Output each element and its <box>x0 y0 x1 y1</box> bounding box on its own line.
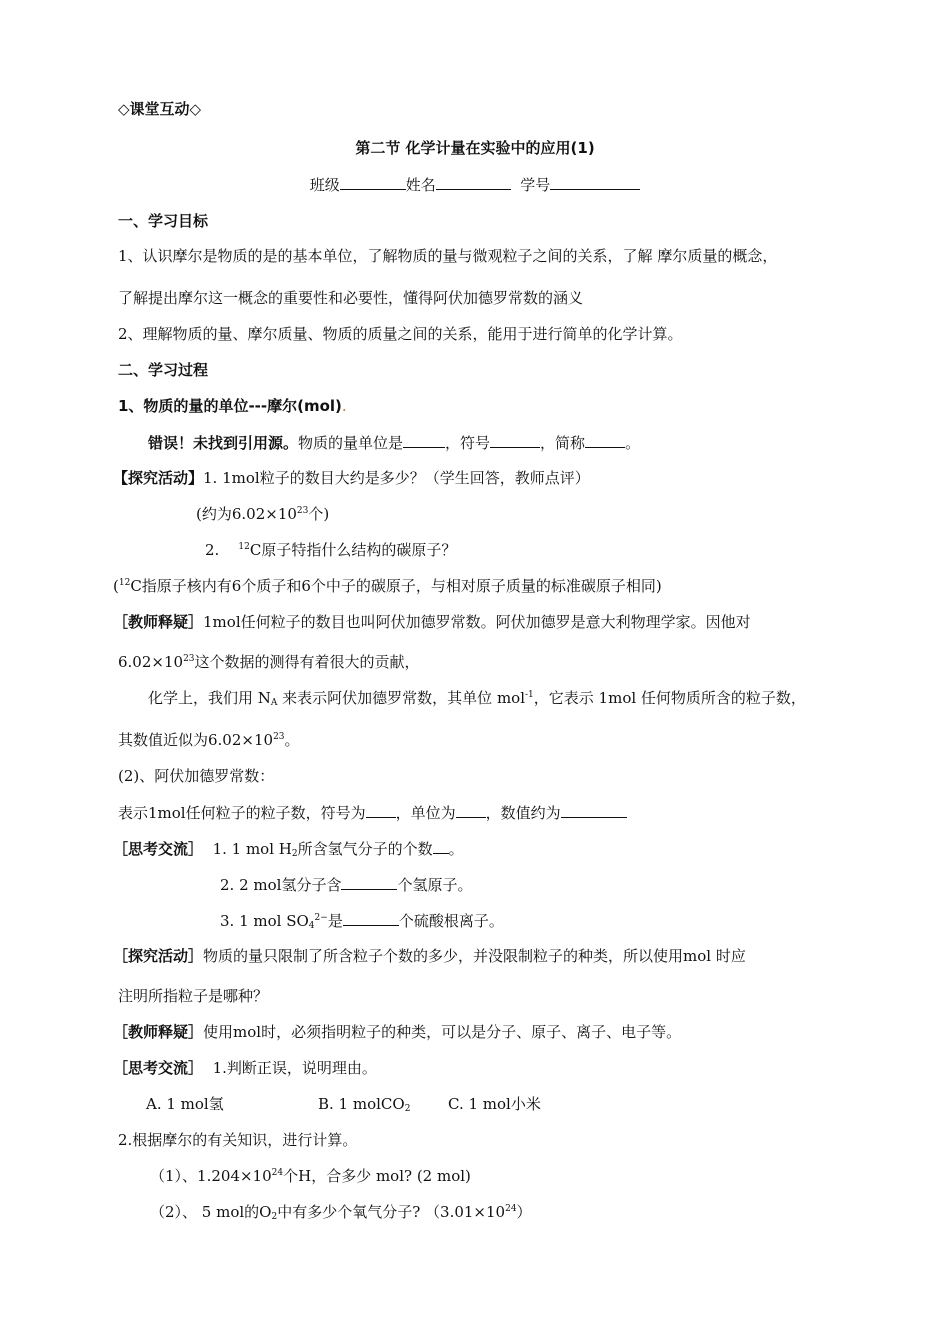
symbol-blank[interactable] <box>490 432 540 448</box>
na-line-2 <box>118 730 300 750</box>
text: 个硫酸根离子。 <box>398 912 504 930</box>
think-1-q1 <box>113 838 464 859</box>
text: C原子特指什么结构的碳原子？ <box>249 541 457 559</box>
subsection-1-title: 1、物质的量的单位---摩尔(mol) <box>118 397 342 415</box>
explore-1-a1 <box>196 504 329 524</box>
text: 1.判断正误，说明理由。 <box>212 1059 377 1077</box>
unit-blank[interactable] <box>403 432 445 448</box>
answer-blank[interactable] <box>433 838 449 854</box>
text: 个氢原子。 <box>397 876 473 894</box>
definition-line <box>118 802 627 823</box>
text: 是 <box>327 912 343 930</box>
subsection-1-dot: . <box>341 397 347 415</box>
id-blank[interactable] <box>550 174 640 190</box>
text: 2. <box>205 541 220 559</box>
name-blank[interactable] <box>436 174 511 190</box>
text: 使用mol时，必须指明粒子的种类，可以是分子、原子、离子、电子等。 <box>203 1023 682 1041</box>
subsection-2: (2)、阿伏加德罗常数： <box>118 767 275 785</box>
text: ，它表示 1mol 任何物质所含的粒子数， <box>533 689 806 707</box>
think-2 <box>113 1058 377 1078</box>
answer-blank[interactable] <box>341 874 397 890</box>
symbol-blank[interactable] <box>366 802 396 818</box>
text: 这个数据的测得有着很大的贡献， <box>194 653 420 671</box>
explore-tag: 【探究活动】 <box>113 469 204 487</box>
teacher-1 <box>113 612 751 632</box>
superscript: 12 <box>238 542 250 552</box>
option-b <box>318 1094 410 1114</box>
unit-text: 物质的量单位是 <box>298 434 404 452</box>
text: 化学上，我们用 N <box>148 689 271 707</box>
superscript: 23 <box>183 654 195 664</box>
text: ( <box>113 577 119 595</box>
think-1-q2 <box>220 874 472 895</box>
unit-blank[interactable] <box>456 802 486 818</box>
na-line <box>148 688 806 708</box>
class-label: 班级 <box>309 176 340 194</box>
answer-blank[interactable] <box>343 910 399 926</box>
id-label: 学号 <box>520 176 551 194</box>
superscript: -1 <box>525 690 534 700</box>
student-info-row <box>0 174 950 195</box>
text: 1mol任何粒子的数目也叫阿伏加德罗常数。阿伏加德罗是意大利物理学家。因他对 <box>203 613 751 631</box>
teacher-tag: ［教师释疑］ <box>113 613 204 631</box>
teacher-1-line2 <box>118 652 420 672</box>
text: 其数值近似为6.02×10 <box>118 731 274 749</box>
text: 6.02×10 <box>118 653 184 671</box>
text: 2. 2 mol氢分子含 <box>220 876 342 894</box>
teacher-tag: ［教师释疑］ <box>113 1023 204 1041</box>
calc-heading: 2.根据摩尔的有关知识，进行计算。 <box>118 1131 358 1149</box>
text: 表示1mol任何粒子的粒子数，符号为 <box>118 804 366 822</box>
superscript: 24 <box>505 1204 517 1214</box>
explore-q1-text: 1. 1mol粒子的数目大约是多少？（学生回答，教师点评） <box>203 469 590 487</box>
superscript: 12 <box>118 578 131 588</box>
abbr-text: ，简称 <box>540 434 586 452</box>
superscript: 23 <box>296 506 309 516</box>
subscript: 2 <box>404 1104 411 1114</box>
explore-tag: ［探究活动］ <box>113 947 204 965</box>
goals-heading: 一、学习目标 <box>118 212 209 230</box>
goal-1-line2: 了解提出摩尔这一概念的重要性和必要性，懂得阿伏加德罗常数的涵义 <box>118 289 584 307</box>
reference-error: 错误！未找到引用源。 <box>148 434 299 452</box>
calc-1 <box>150 1166 471 1186</box>
think-tag: ［思考交流］ <box>113 1059 204 1077</box>
superscript: 24 <box>271 1168 284 1178</box>
period: 。 <box>625 434 641 452</box>
think-tag: ［思考交流］ <box>113 840 204 858</box>
text: ） <box>516 1203 532 1221</box>
text: 个) <box>308 505 330 523</box>
explore-1-a2 <box>113 576 662 596</box>
explore-1-q1 <box>113 468 590 488</box>
text: ，单位为 <box>395 804 456 822</box>
goal-2: 2、理解物质的量、摩尔质量、物质的质量之间的关系，能用于进行简单的化学计算。 <box>118 325 683 343</box>
text: 。 <box>284 731 300 749</box>
section-tag: ◇课堂互动◇ <box>118 100 202 118</box>
subscript: 4 <box>308 921 315 931</box>
subscript: 2 <box>291 849 298 859</box>
text: （1）、1.204×10 <box>150 1167 272 1185</box>
text: ，数值约为 <box>485 804 561 822</box>
text: 个H，合多少 mol? (2 mol) <box>283 1167 471 1185</box>
text: 中有多少个氧气分子? （3.01×10 <box>277 1203 506 1221</box>
text: B. 1 molCO <box>318 1095 405 1113</box>
symbol-text: ，符号 <box>445 434 491 452</box>
subscript: A <box>270 698 278 708</box>
text: 3. 1 mol SO <box>220 912 309 930</box>
text: C指原子核内有6个质子和6个中子的碳原子，与相对原子质量的标准碳原子相同) <box>130 577 662 595</box>
text: 物质的量只限制了所含粒子个数的多少，并没限制粒子的种类，所以使用mol 时应 <box>203 947 746 965</box>
abbr-blank[interactable] <box>585 432 625 448</box>
class-blank[interactable] <box>340 174 406 190</box>
explore-1-q2 <box>205 540 456 560</box>
process-heading: 二、学习过程 <box>118 361 209 379</box>
explore-2-line2: 注明所指粒子是哪种？ <box>118 987 269 1005</box>
subscript: 2 <box>271 1212 278 1222</box>
page-title: 第二节 化学计量在实验中的应用(1) <box>355 139 595 157</box>
text: 。 <box>448 840 464 858</box>
text: （2）、 5 mol的O <box>150 1203 272 1221</box>
option-a: A. 1 mol氢 <box>146 1095 224 1113</box>
text: 1. 1 mol H <box>212 840 292 858</box>
superscript: 23 <box>273 732 285 742</box>
calc-2 <box>150 1202 532 1222</box>
explore-2 <box>113 946 746 966</box>
text: 所含氢气分子的个数 <box>297 840 433 858</box>
value-blank[interactable] <box>561 802 627 818</box>
subsection-1 <box>118 396 347 416</box>
unit-question <box>148 432 640 453</box>
think-1-q3 <box>220 910 504 931</box>
text: 来表示阿伏加德罗常数，其单位 mol <box>277 689 525 707</box>
teacher-2 <box>113 1022 681 1042</box>
superscript: 2− <box>314 913 328 923</box>
goal-1-line1: 1、认识摩尔是物质的是的基本单位，了解物质的量与微观粒子之间的关系，了解 摩尔质量的概念， <box>118 247 778 265</box>
name-label: 姓名 <box>405 176 436 194</box>
option-c: C. 1 mol小米 <box>448 1095 541 1113</box>
text: (约为6.02×10 <box>196 505 297 523</box>
